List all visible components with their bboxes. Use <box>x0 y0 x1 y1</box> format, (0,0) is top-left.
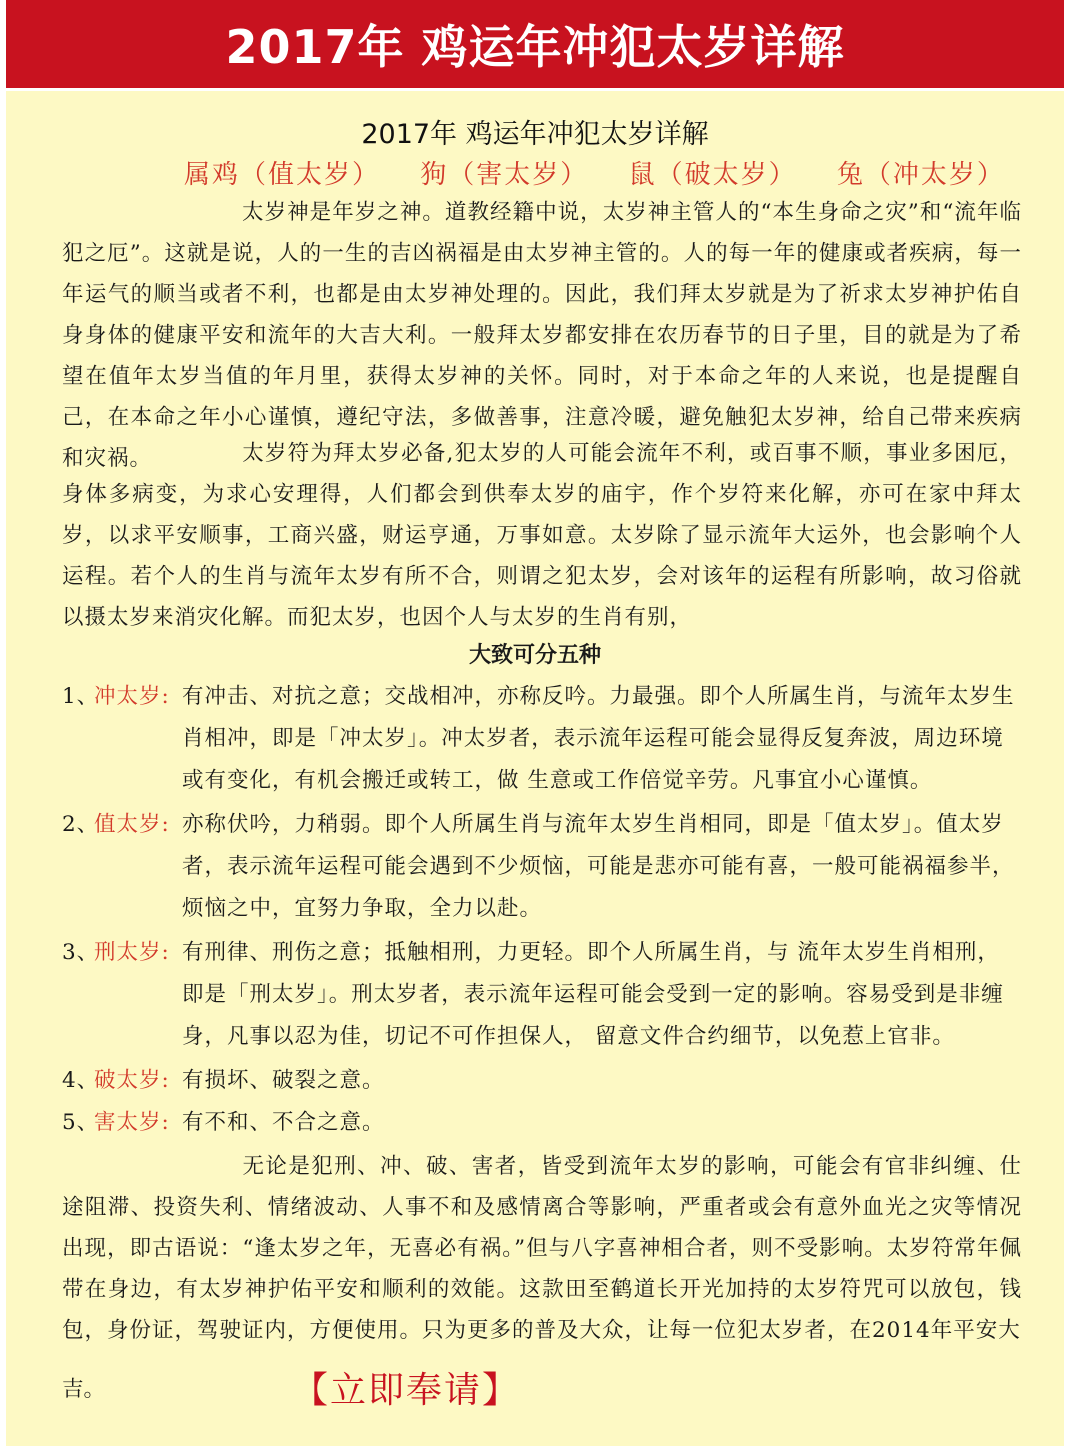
item-number: 3、 <box>62 940 100 965</box>
list-item <box>62 1102 1022 1144</box>
item-label: 冲太岁: <box>94 684 170 709</box>
closing-text: 无论是犯刑、冲、破、害者，皆受到流年太岁的影响，可能会有官非纠缠、仕途阻滞、投资失利、情绪波动、人事不和及感情离合等影响，严重者或会有意外血光之灾等情况出现，即古语说：“逢太岁之年，无喜必有祸。”但与八字喜神相合者，则不受影响。太岁符常年佩带在身边，有太岁神护佑平安和顺利的效能。这款田至鹤道长开光加持的太岁符咒可以放包，钱包，身份证，驾驶证内，方便使用。只为更多的普及大众，让每一位犯太岁者，在2014年平安大 <box>62 1154 1022 1343</box>
header-title: 2017年 鸡运年冲犯太岁详解 <box>225 20 845 74</box>
item-description: 有冲击、对抗之意；交战相冲，亦称反吟。力最强。即个人所属生肖，与流年太岁生肖相冲，即是「冲太岁」。冲太岁者，表示流年运程可能会显得反复奔波，周边环境或有变化，有机会搬迁或转工，做 生意或工作倍觉辛劳。凡事宜小心谨慎。 <box>182 684 1015 793</box>
intro-text-2: 太岁符为拜太岁必备,犯太岁的人可能会流年不利，或百事不顺，事业多困厄，身体多病变，为求心安理得，人们都会到供奉太岁的庙宇，作个岁符来化解，亦可在家中拜太岁，以求平安顺事，工商兴盛，财运亨通，万事如意。太岁除了显示流年大运外，也会影响个人运程。若个人的生肖与流年太岁有所不合，则谓之犯太岁，会对该年的运程有所影响，故习俗就以摄太岁来消灾化解。而犯太岁，也因个人与太岁的生肖有别， <box>62 441 1022 630</box>
zodiac-rabbit: 兔（冲太岁） <box>836 160 1005 190</box>
item-description: 有不和、不合之意。 <box>182 1110 385 1135</box>
list-item <box>62 804 1022 930</box>
zodiac-rat: 鼠（破太岁） <box>628 160 797 190</box>
list-item <box>62 1060 1022 1102</box>
article-title: 2017年 鸡运年冲犯太岁详解 <box>361 119 709 150</box>
intro-text-1: 太岁神是年岁之神。道教经籍中说，太岁神主管人的“本生身命之灾”和“流年临犯之厄”。这就是说，人的一生的吉凶祸福是由太岁神主管的。人的每一年的健康或者疾病，每一年运气的顺当或者不利，也都是由太岁神处理的。因此，我们拜太岁就是为了祈求太岁神护佑自身身体的健康平安和流年的大吉大利。一般拜太岁都安排在农历春节的日子里，目的就是为了希望在值年太岁当值的年月里，获得太岁神的关怀。同时，对于本命之年的人来说，也是提醒自己，在本命之年小心谨慎，遵纪守法，多做善事，注意冷暖，避免触犯太岁神，给自己带来疾病和灾祸。 <box>62 200 1022 471</box>
intro-paragraph-2 <box>62 433 1022 638</box>
item-label: 值太岁: <box>94 812 170 837</box>
closing-tail: 吉。 <box>62 1377 106 1402</box>
list-item <box>62 676 1022 802</box>
item-number: 5、 <box>62 1110 100 1135</box>
section-title: 大致可分五种 <box>468 642 601 668</box>
zodiac-list <box>184 154 1035 191</box>
closing-paragraph <box>62 1146 1022 1351</box>
order-now-link[interactable]: 【立即奉请】 <box>292 1370 521 1411</box>
item-label: 害太岁: <box>94 1110 170 1135</box>
item-description: 亦称伏吟，力稍弱。即个人所属生肖与流年太岁生肖相同，即是「值太岁」。值太岁者，表示流年运程可能会遇到不少烦恼，可能是悲亦可能有喜，一般可能祸福参半，烦恼之中，宜努力争取，全力以赴。 <box>182 812 1015 921</box>
header-banner <box>6 0 1064 91</box>
item-number: 1、 <box>62 684 100 709</box>
zodiac-rooster: 属鸡（值太岁） <box>184 160 381 190</box>
item-description: 有刑律、刑伤之意；抵触相刑，力更轻。即个人所属生肖，与 流年太岁生肖相刑，即是「刑太岁」。刑太岁者，表示流年运程可能会受到一定的影响。容易受到是非缠身，凡事以忍为佳，切记不可作担保人， 留意文件合约细节，以免惹上官非。 <box>182 940 1004 1049</box>
item-label: 刑太岁: <box>94 940 170 965</box>
list-item <box>62 932 1022 1058</box>
item-label: 破太岁: <box>94 1068 170 1093</box>
item-number: 2、 <box>62 812 100 837</box>
item-number: 4、 <box>62 1068 100 1093</box>
item-description: 有损坏、破裂之意。 <box>182 1068 385 1093</box>
zodiac-dog: 狗（害太岁） <box>420 160 589 190</box>
